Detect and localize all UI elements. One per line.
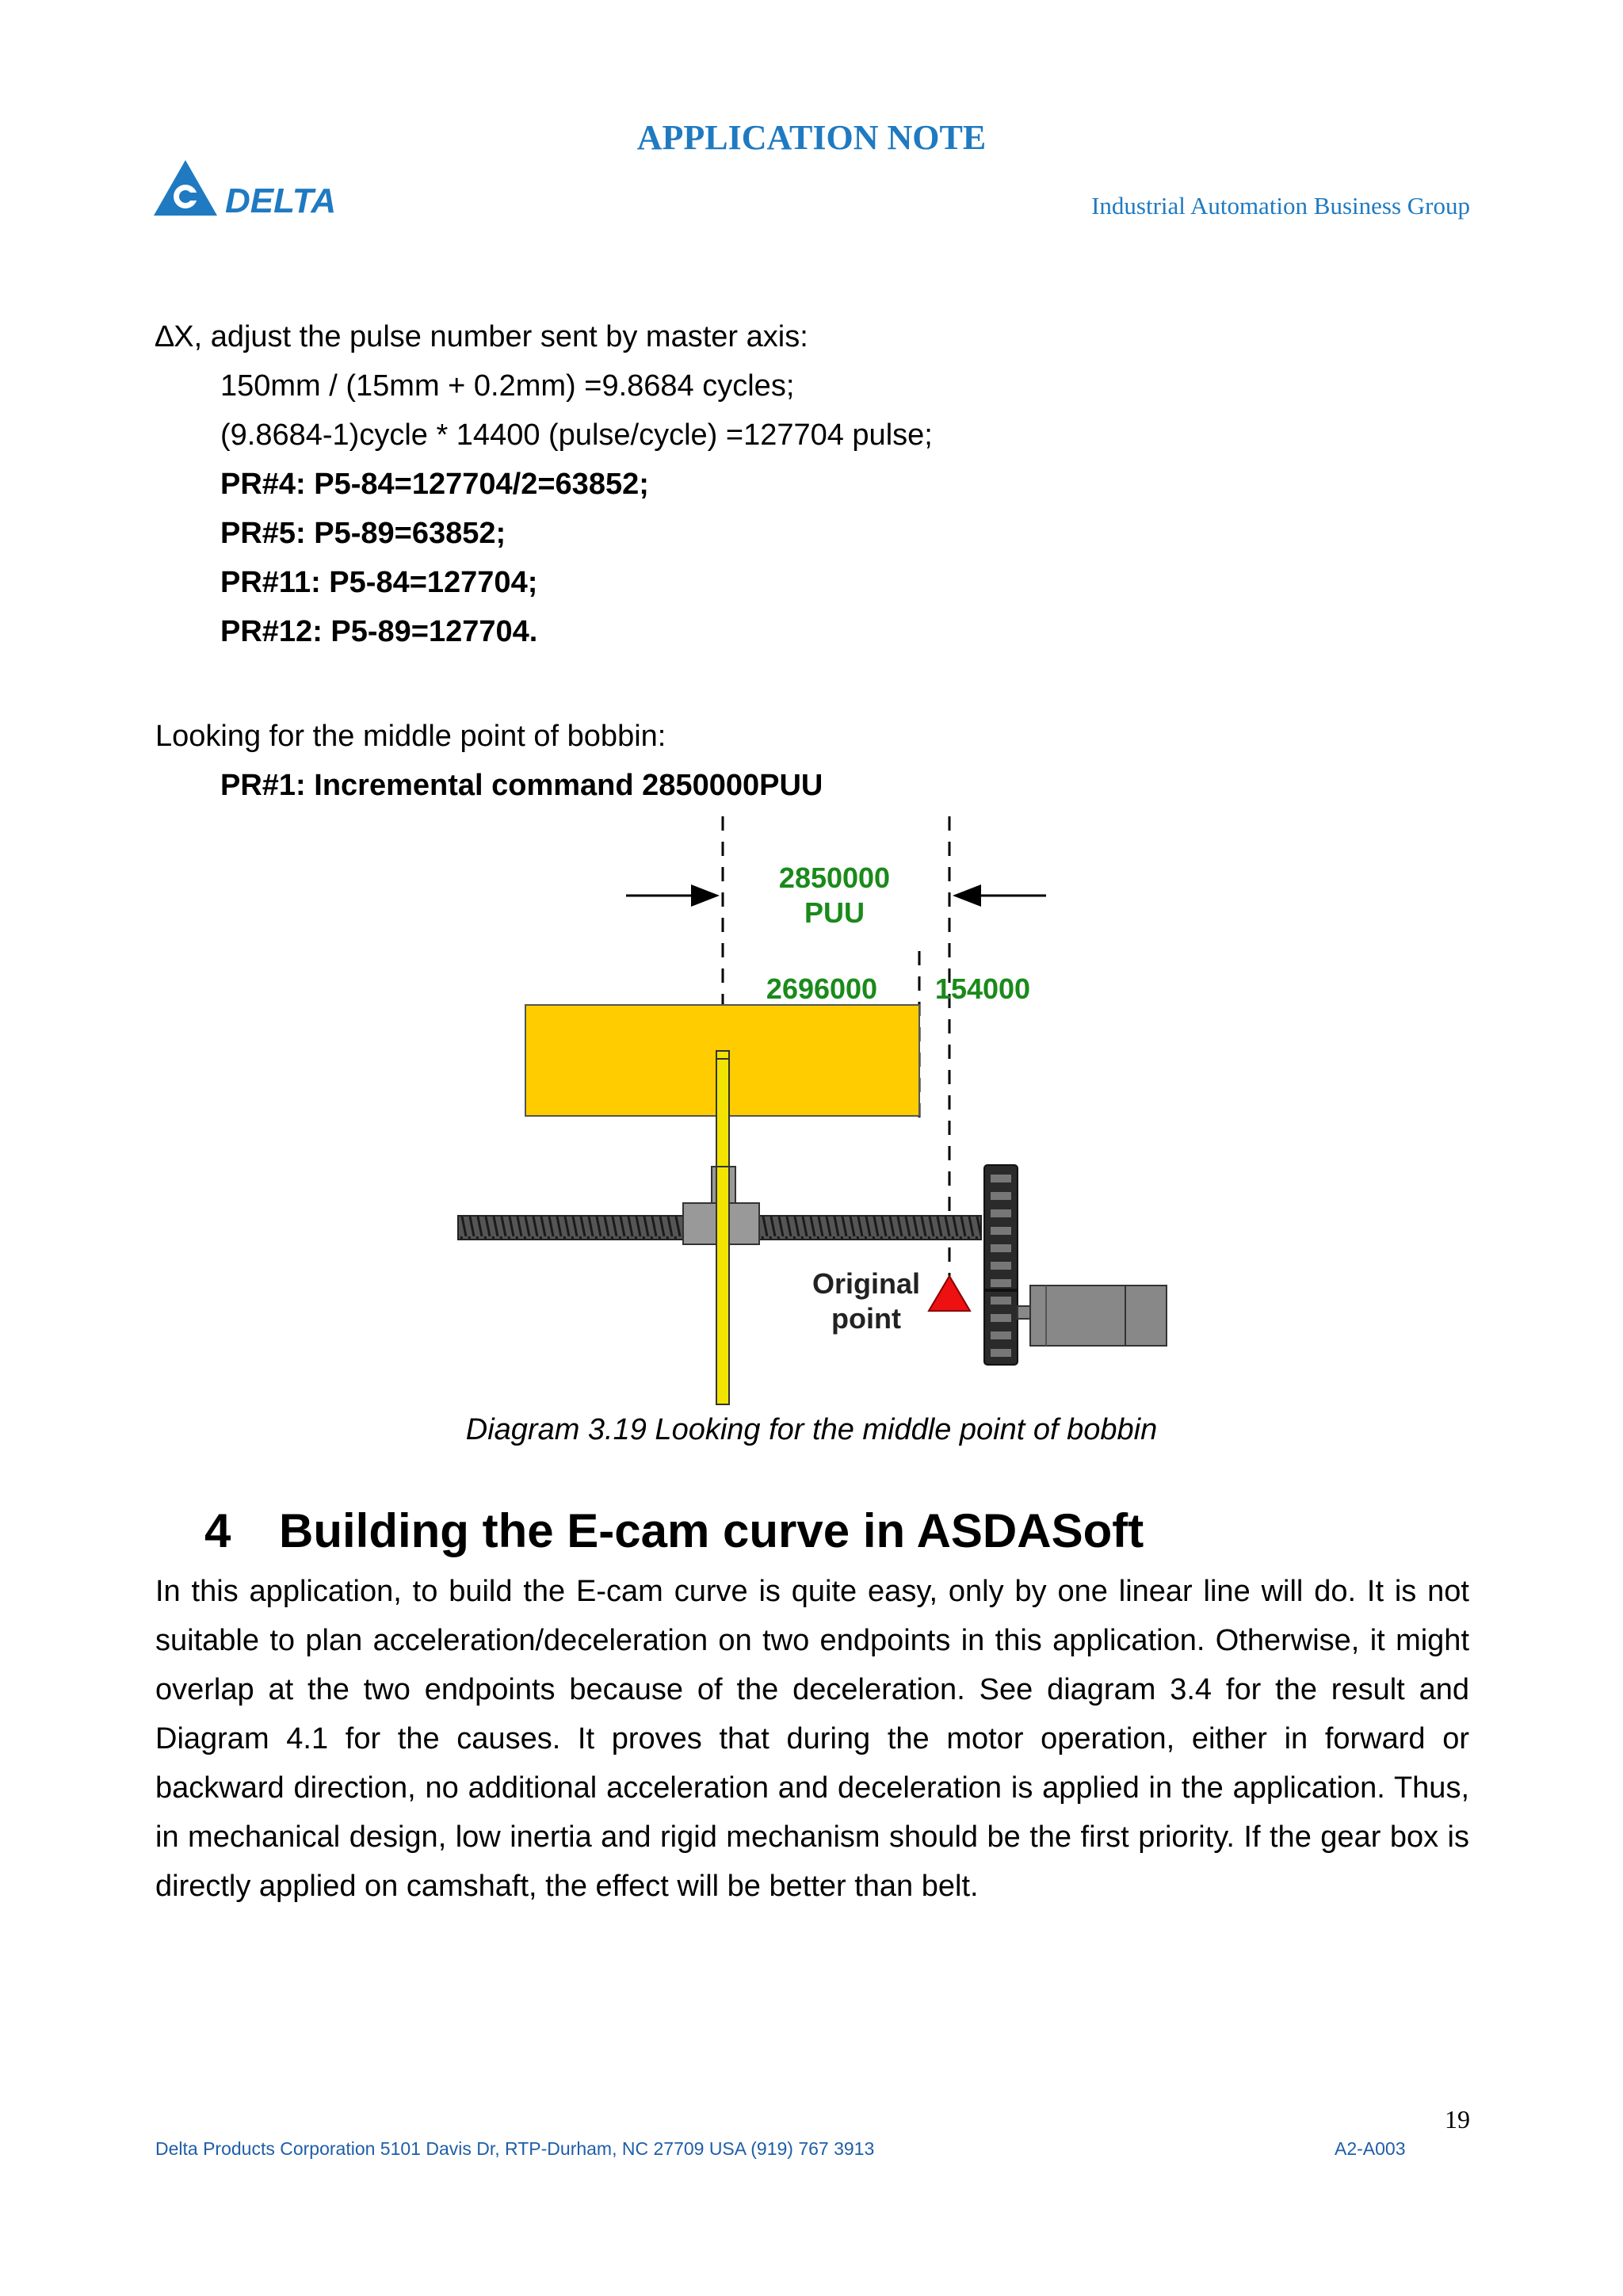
business-group-label: Industrial Automation Business Group	[1091, 192, 1470, 220]
right-distance-value: 154000	[934, 972, 1031, 1005]
calc-line-1: 150mm / (15mm + 0.2mm) =9.8684 cycles;	[220, 369, 795, 403]
pr-line: PR#5: P5-89=63852;	[220, 517, 506, 550]
diagram-caption: Diagram 3.19 Looking for the middle point of bobbin	[465, 1413, 1158, 1446]
page-number: 19	[1445, 2105, 1470, 2134]
pr-line: PR#11: P5-84=127704;	[220, 566, 538, 599]
origin-label-line2: point	[831, 1302, 901, 1335]
section-heading	[204, 1503, 1144, 1558]
origin-label: Original	[812, 1267, 921, 1300]
left-distance-value: 2696000	[766, 972, 878, 1005]
delta-x-intro: ∆X, adjust the pulse number sent by master axis:	[155, 320, 808, 353]
total-distance-label: 2850000	[778, 861, 891, 894]
pr-line: PR#12: P5-89=127704.	[220, 615, 538, 648]
delta-logo-wordmark: DELTA	[225, 181, 337, 220]
origin-marker-icon	[929, 1276, 970, 1311]
delta-symbol: ∆	[155, 320, 174, 353]
middle-point-intro: Looking for the middle point of bobbin:	[155, 720, 666, 753]
calc-line-2: (9.8684-1)cycle * 14400 (pulse/cycle) =127704 pulse;	[220, 418, 933, 452]
bobbin-diagram	[444, 808, 1205, 1415]
pr1-line: PR#1: Incremental command 2850000PUU	[220, 769, 823, 802]
document-title: APPLICATION NOTE	[636, 118, 987, 157]
section-paragraph: In this application, to build the E-cam curve is quite easy, only by one linear line will do. It is not suitable to plan acceleration/deceleration on two endpoints in this application. Otherwise, it might overlap at the two endpoints because of the deceleration. See diagram 3.4 for the result and Diagram 4.1 for the causes. It proves that during the motor operation, either in forward or backward direction, no additional acceleration and deceleration is applied in the application. Thus, in mechanical design, low inertia and rigid mechanism should be the first priority. If the gear box is directly applied on camshaft, the effect will be better than belt.	[155, 1575, 1469, 1903]
delta-logo	[152, 157, 342, 224]
left-arrow-head-icon	[691, 884, 720, 907]
section-title: Building the E-cam curve in ASDASoft	[279, 1504, 1144, 1557]
pr-line: PR#4: P5-84=127704/2=63852;	[220, 468, 649, 501]
section-number: 4	[204, 1504, 231, 1557]
footer-doc-code: A2-A003	[1335, 2138, 1406, 2159]
servo-motor	[1030, 1286, 1167, 1346]
right-arrow-head-icon	[953, 884, 981, 907]
footer-address: Delta Products Corporation 5101 Davis Dr, RTP-Durham, NC 27709 USA (919) 767 3913	[155, 2138, 875, 2159]
total-distance-unit: PUU	[804, 896, 865, 929]
